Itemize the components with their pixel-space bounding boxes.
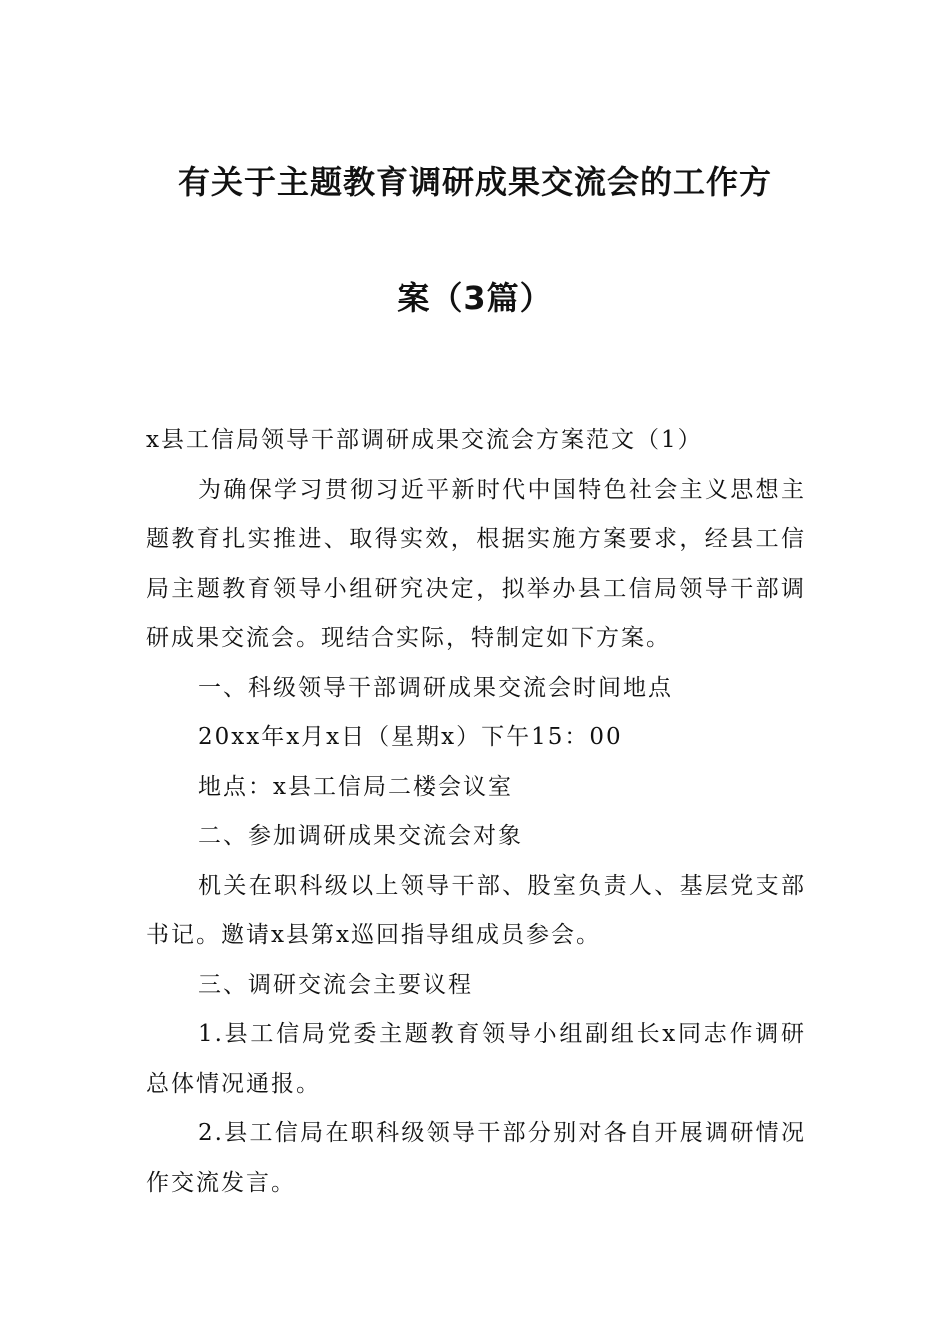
- document-body: [146, 416, 806, 1208]
- meeting-time: 20xx年x月x日（星期x）下午15：00: [198, 724, 623, 750]
- meeting-location: 地点：x县工信局二楼会议室: [198, 773, 513, 800]
- intro-paragraph: 为确保学习贯彻习近平新时代中国特色社会主义思想主题教育扎实推进、取得实效，根据实施方案要求，经县工信局主题教育领导小组研究决定，拟举办县工信局领导干部调研成果交流会。现结合实际，特制定如下方案。: [146, 476, 806, 651]
- document-title-line-1: 有关于主题教育调研成果交流会的工作方: [177, 163, 772, 201]
- heading-time-place: 一、科级领导干部调研成果交流会时间地点: [198, 674, 673, 701]
- section-heading: x县工信局领导干部调研成果交流会方案范文（1）: [146, 427, 703, 453]
- agenda-item-1: 1.县工信局党委主题教育领导小组副组长x同志作调研总体情况通报。: [146, 1021, 806, 1097]
- participants-paragraph: 机关在职科级以上领导干部、股室负责人、基层党支部书记。邀请x县第x巡回指导组成员参会。: [146, 872, 806, 948]
- agenda-item-2: 2.县工信局在职科级领导干部分别对各自开展调研情况作交流发言。: [146, 1120, 806, 1196]
- heading-agenda: 三、调研交流会主要议程: [198, 971, 473, 998]
- heading-participants: 二、参加调研成果交流会对象: [198, 823, 523, 849]
- document-title-line-2: 案（3篇）: [397, 279, 553, 317]
